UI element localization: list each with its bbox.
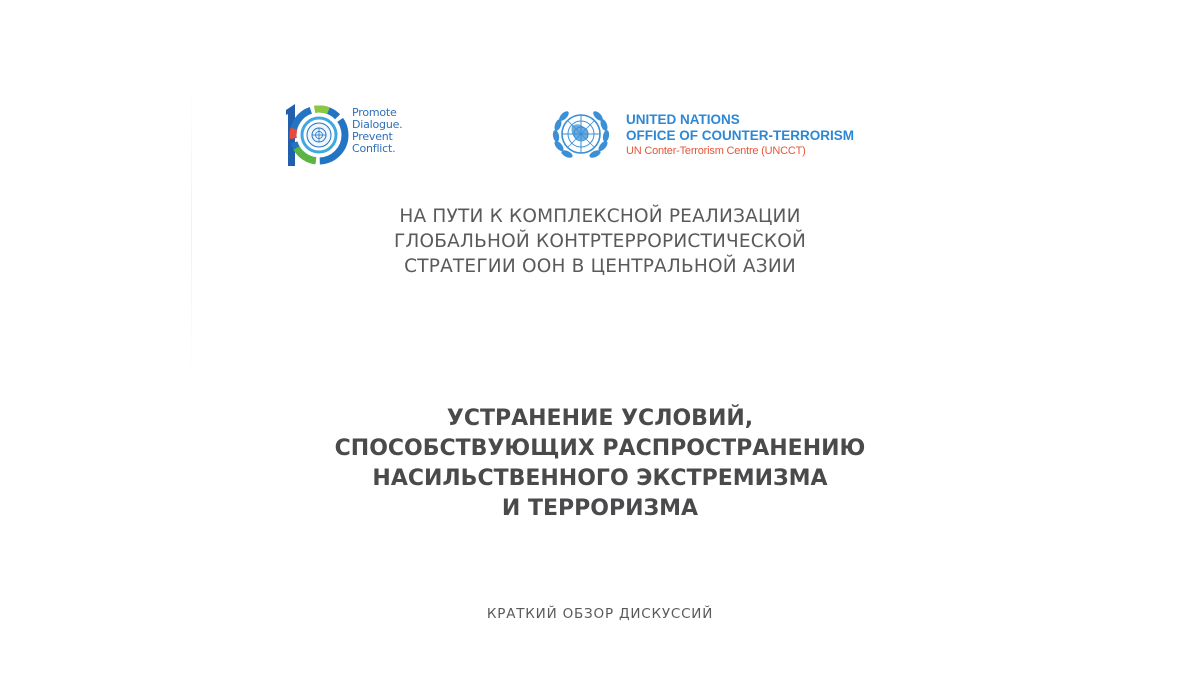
- un-office-name: [626, 112, 854, 158]
- tagline-line: Dialogue.: [352, 118, 403, 131]
- subtitle-line: СТРАТЕГИИ ООН В ЦЕНТРАЛЬНОЙ АЗИИ: [404, 256, 796, 277]
- unrcca-anniversary-logo: [283, 100, 423, 170]
- document-type-label: КРАТКИЙ ОБЗОР ДИСКУССИЙ: [486, 606, 714, 622]
- un-emblem-icon: [548, 106, 614, 162]
- tagline-line: Promote: [352, 106, 397, 119]
- unrcca-10-anniversary-logo-icon: [283, 100, 349, 170]
- tagline-line: Conflict.: [352, 142, 396, 155]
- un-name: UNITED NATIONS: [626, 112, 740, 127]
- logo-tagline: [352, 107, 422, 155]
- title-line: И ТЕРРОРИЗМА: [501, 496, 699, 521]
- tagline-line: Prevent: [352, 130, 393, 143]
- title-line: УСТРАНЕНИЕ УСЛОВИЙ,: [446, 406, 754, 431]
- document-title: [200, 404, 1000, 524]
- office-name: OFFICE OF COUNTER-TERRORISM: [626, 128, 854, 143]
- document-subtitle: [200, 204, 1000, 279]
- page-fold-shadow: [191, 80, 192, 380]
- subtitle-line: НА ПУТИ К КОМПЛЕКСНОЙ РЕАЛИЗАЦИИ: [399, 206, 801, 227]
- title-line: НАСИЛЬСТВЕННОГО ЭКСТРЕМИЗМА: [372, 466, 828, 491]
- subtitle-line: ГЛОБАЛЬНОЙ КОНТРТЕРРОРИСТИЧЕСКОЙ: [393, 231, 807, 252]
- centre-name: UN Conter-Terrorism Centre (UNCCT): [626, 145, 806, 157]
- un-counter-terrorism-logo: [548, 104, 878, 164]
- title-line: СПОСОБСТВУЮЩИХ РАСПРОСТРАНЕНИЮ: [334, 436, 866, 461]
